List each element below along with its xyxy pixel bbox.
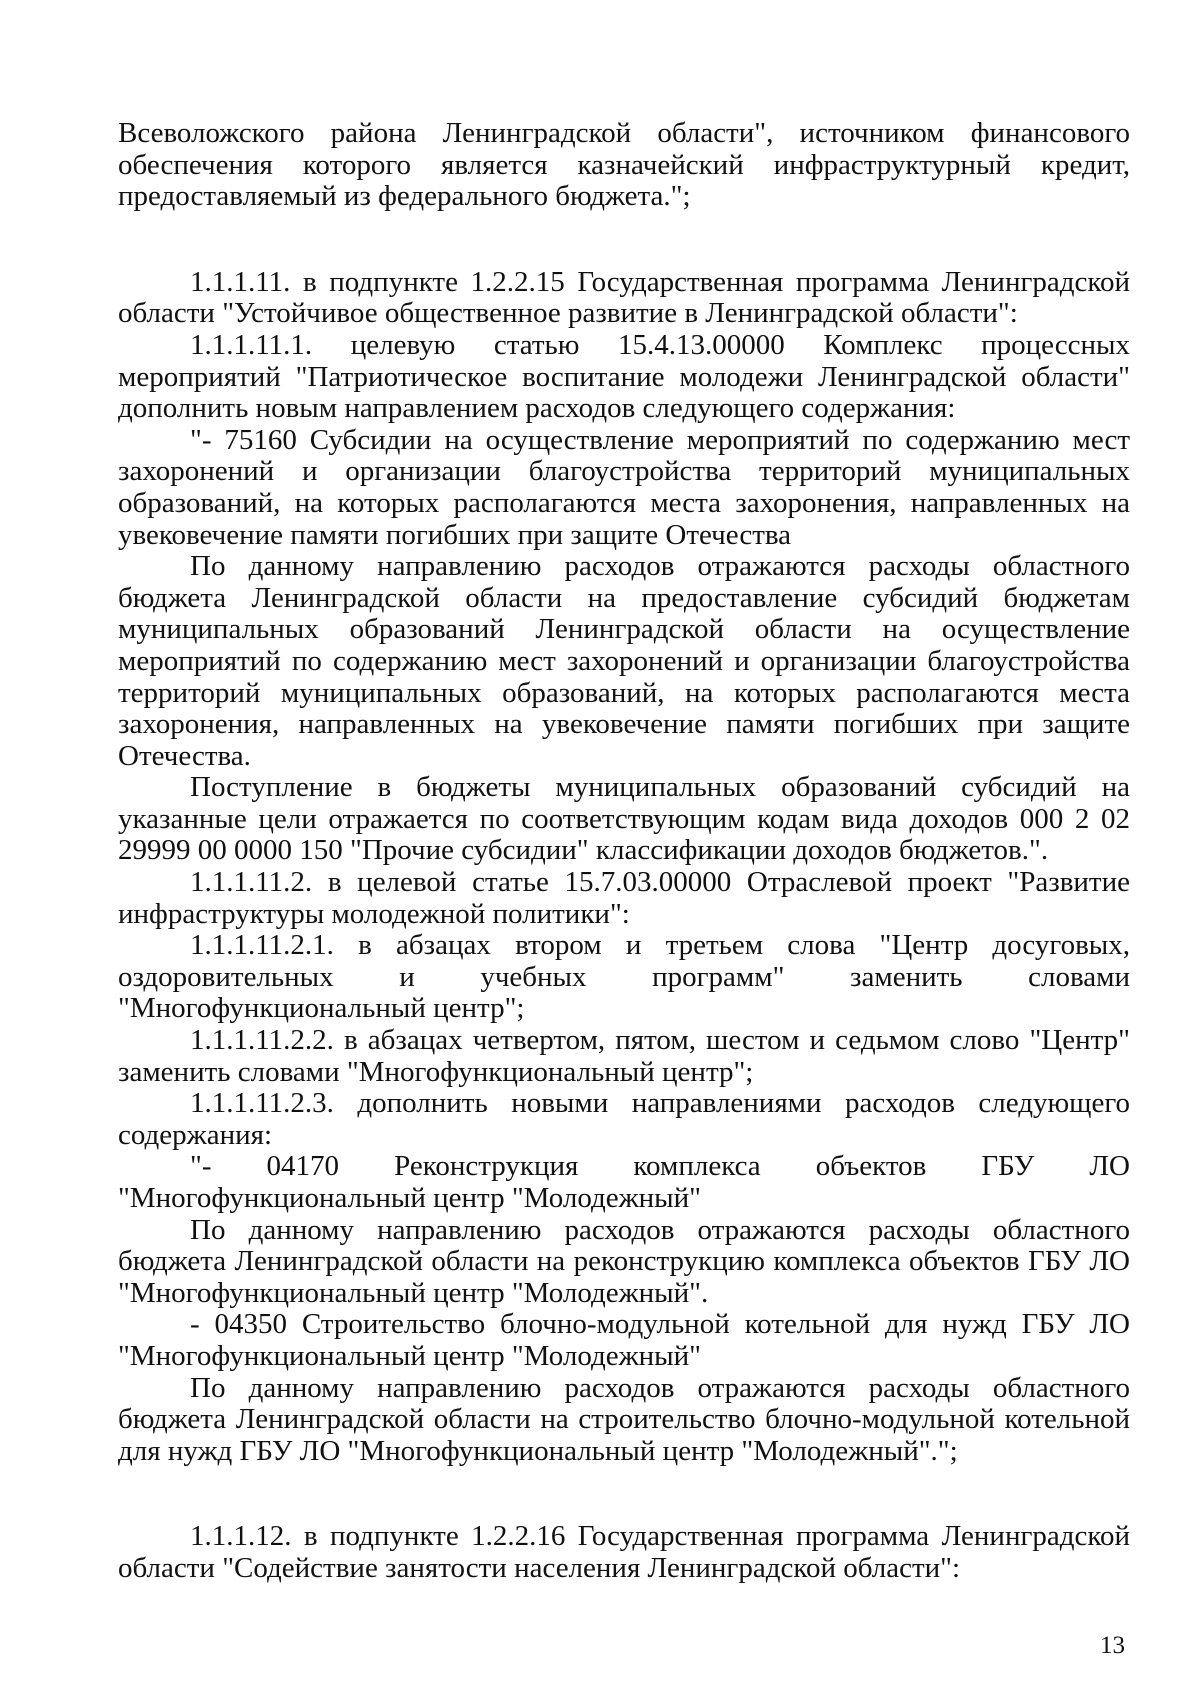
text-line: 1.1.1.11.2.1. в абзацах втором и третьем слова "Центр досуговых,: [190, 930, 1130, 962]
text-line: инфраструктуры молодежной политики":: [118, 898, 630, 930]
paragraph-04350-description: [118, 1373, 1130, 1468]
text-line: "- 04170 Реконструкция комплекса объектов ГБУ ЛО: [190, 1151, 1130, 1183]
paragraph-04170: [118, 1151, 1130, 1214]
text-line: Поступление в бюджеты муниципальных образований субсидий на: [190, 772, 1130, 804]
text-line: 1.1.1.11.2. в целевой статье 15.7.03.00000 Отраслевой проект "Развитие: [190, 867, 1130, 899]
text-line: 1.1.1.11. в подпункте 1.2.2.15 Государственная программа Ленинградской: [190, 266, 1130, 298]
paragraph-1-1-1-11-1: [118, 330, 1130, 425]
text-line: Отечества.: [118, 740, 251, 772]
text-line: мероприятий по содержанию мест захоронений и организации благоустройства: [118, 645, 1130, 677]
paragraph-04170-description: [118, 1215, 1130, 1310]
text-line: оздоровительных и учебных программ" заменить словами: [118, 961, 1130, 993]
text-line: "Многофункциональный центр "Молодежный": [118, 1340, 702, 1372]
text-line: указанные цели отражается по соответствующим кодам вида доходов 000 2 02: [118, 803, 1130, 835]
text-line: содержания:: [118, 1119, 273, 1151]
paragraph-1-1-1-11-2-1: [118, 930, 1130, 1025]
text-line: 1.1.1.12. в подпункте 1.2.2.16 Государственная программа Ленинградской: [190, 1521, 1130, 1553]
text-line: бюджета Ленинградской области на реконструкцию комплекса объектов ГБУ ЛО: [118, 1246, 1130, 1278]
paragraph-1-1-1-11-2: [118, 867, 1130, 930]
text-line: "Многофункциональный центр "Молодежный".: [118, 1277, 709, 1309]
paragraph-75160: [118, 425, 1130, 551]
text-line: заменить словами "Многофункциональный центр";: [118, 1056, 754, 1088]
text-line: По данному направлению расходов отражаются расходы областного: [190, 1372, 1130, 1404]
paragraph-intro: [118, 118, 1130, 213]
paragraph-gap: [118, 213, 1130, 267]
text-line: захоронения, направленных на увековечение памяти погибших при защите: [118, 709, 1130, 741]
text-line: мероприятий "Патриотическое воспитание молодежи Ленинградской области": [118, 361, 1130, 393]
text-line: дополнить новым направлением расходов следующего содержания:: [118, 393, 956, 425]
text-line: захоронений и организации благоустройства территорий муниципальных: [118, 456, 1130, 488]
paragraph-04350: [118, 1309, 1130, 1372]
text-line: 1.1.1.11.2.2. в абзацах четвертом, пятом, шестом и седьмом слово "Центр": [190, 1025, 1130, 1057]
paragraph-1-1-1-12: [118, 1521, 1130, 1584]
paragraph-1-1-1-11: [118, 267, 1130, 330]
text-line: муниципальных образований Ленинградской области на осуществление: [118, 614, 1130, 646]
text-line: По данному направлению расходов отражаются расходы областного: [190, 551, 1130, 583]
text-line: "Многофункциональный центр "Молодежный": [118, 1183, 702, 1214]
text-line: обеспечения которого является казначейский инфраструктурный кредит,: [118, 149, 1130, 181]
text-line: 29999 00 0000 150 "Прочие субсидии" классификации доходов бюджетов.".: [118, 835, 1049, 867]
page-number: 13: [1100, 1632, 1125, 1659]
text-line: бюджета Ленинградской области на строительство блочно-модульной котельной: [118, 1404, 1130, 1436]
text-line: - 04350 Строительство блочно-модульной котельной для нужд ГБУ ЛО: [190, 1309, 1130, 1341]
paragraph-75160-description: [118, 551, 1130, 772]
text-line: области "Устойчивое общественное развитие в Ленинградской области":: [118, 298, 1018, 330]
text-line: 1.1.1.11.1. целевую статью 15.4.13.00000 Комплекс процессных: [190, 329, 1130, 361]
text-line: Всеволожского района Ленинградской области", источником финансового: [118, 118, 1130, 149]
document-page: [118, 118, 1130, 1585]
text-line: увековечение памяти погибших при защите Отечества: [118, 519, 792, 551]
paragraph-gap: [118, 1467, 1130, 1521]
paragraph-1-1-1-11-2-2: [118, 1025, 1130, 1088]
paragraph-1-1-1-11-2-3: [118, 1088, 1130, 1151]
text-line: "- 75160 Субсидии на осуществление мероприятий по содержанию мест: [190, 424, 1130, 456]
text-line: территорий муниципальных образований, на которых располагаются места: [118, 677, 1130, 709]
text-line: По данному направлению расходов отражаются расходы областного: [190, 1214, 1130, 1246]
paragraph-receipt: [118, 772, 1130, 867]
text-line: образований, на которых располагаются места захоронения, направленных на: [118, 487, 1130, 519]
text-line: области "Содействие занятости населения Ленинградской области":: [118, 1552, 961, 1584]
text-line: для нужд ГБУ ЛО "Многофункциональный центр "Молодежный".";: [118, 1435, 958, 1467]
text-line: бюджета Ленинградской области на предоставление субсидий бюджетам: [118, 582, 1130, 614]
text-line: предоставляемый из федерального бюджета.";: [118, 181, 691, 213]
text-line: 1.1.1.11.2.3. дополнить новыми направлениями расходов следующего: [190, 1088, 1130, 1120]
text-line: "Многофункциональный центр";: [118, 993, 525, 1025]
